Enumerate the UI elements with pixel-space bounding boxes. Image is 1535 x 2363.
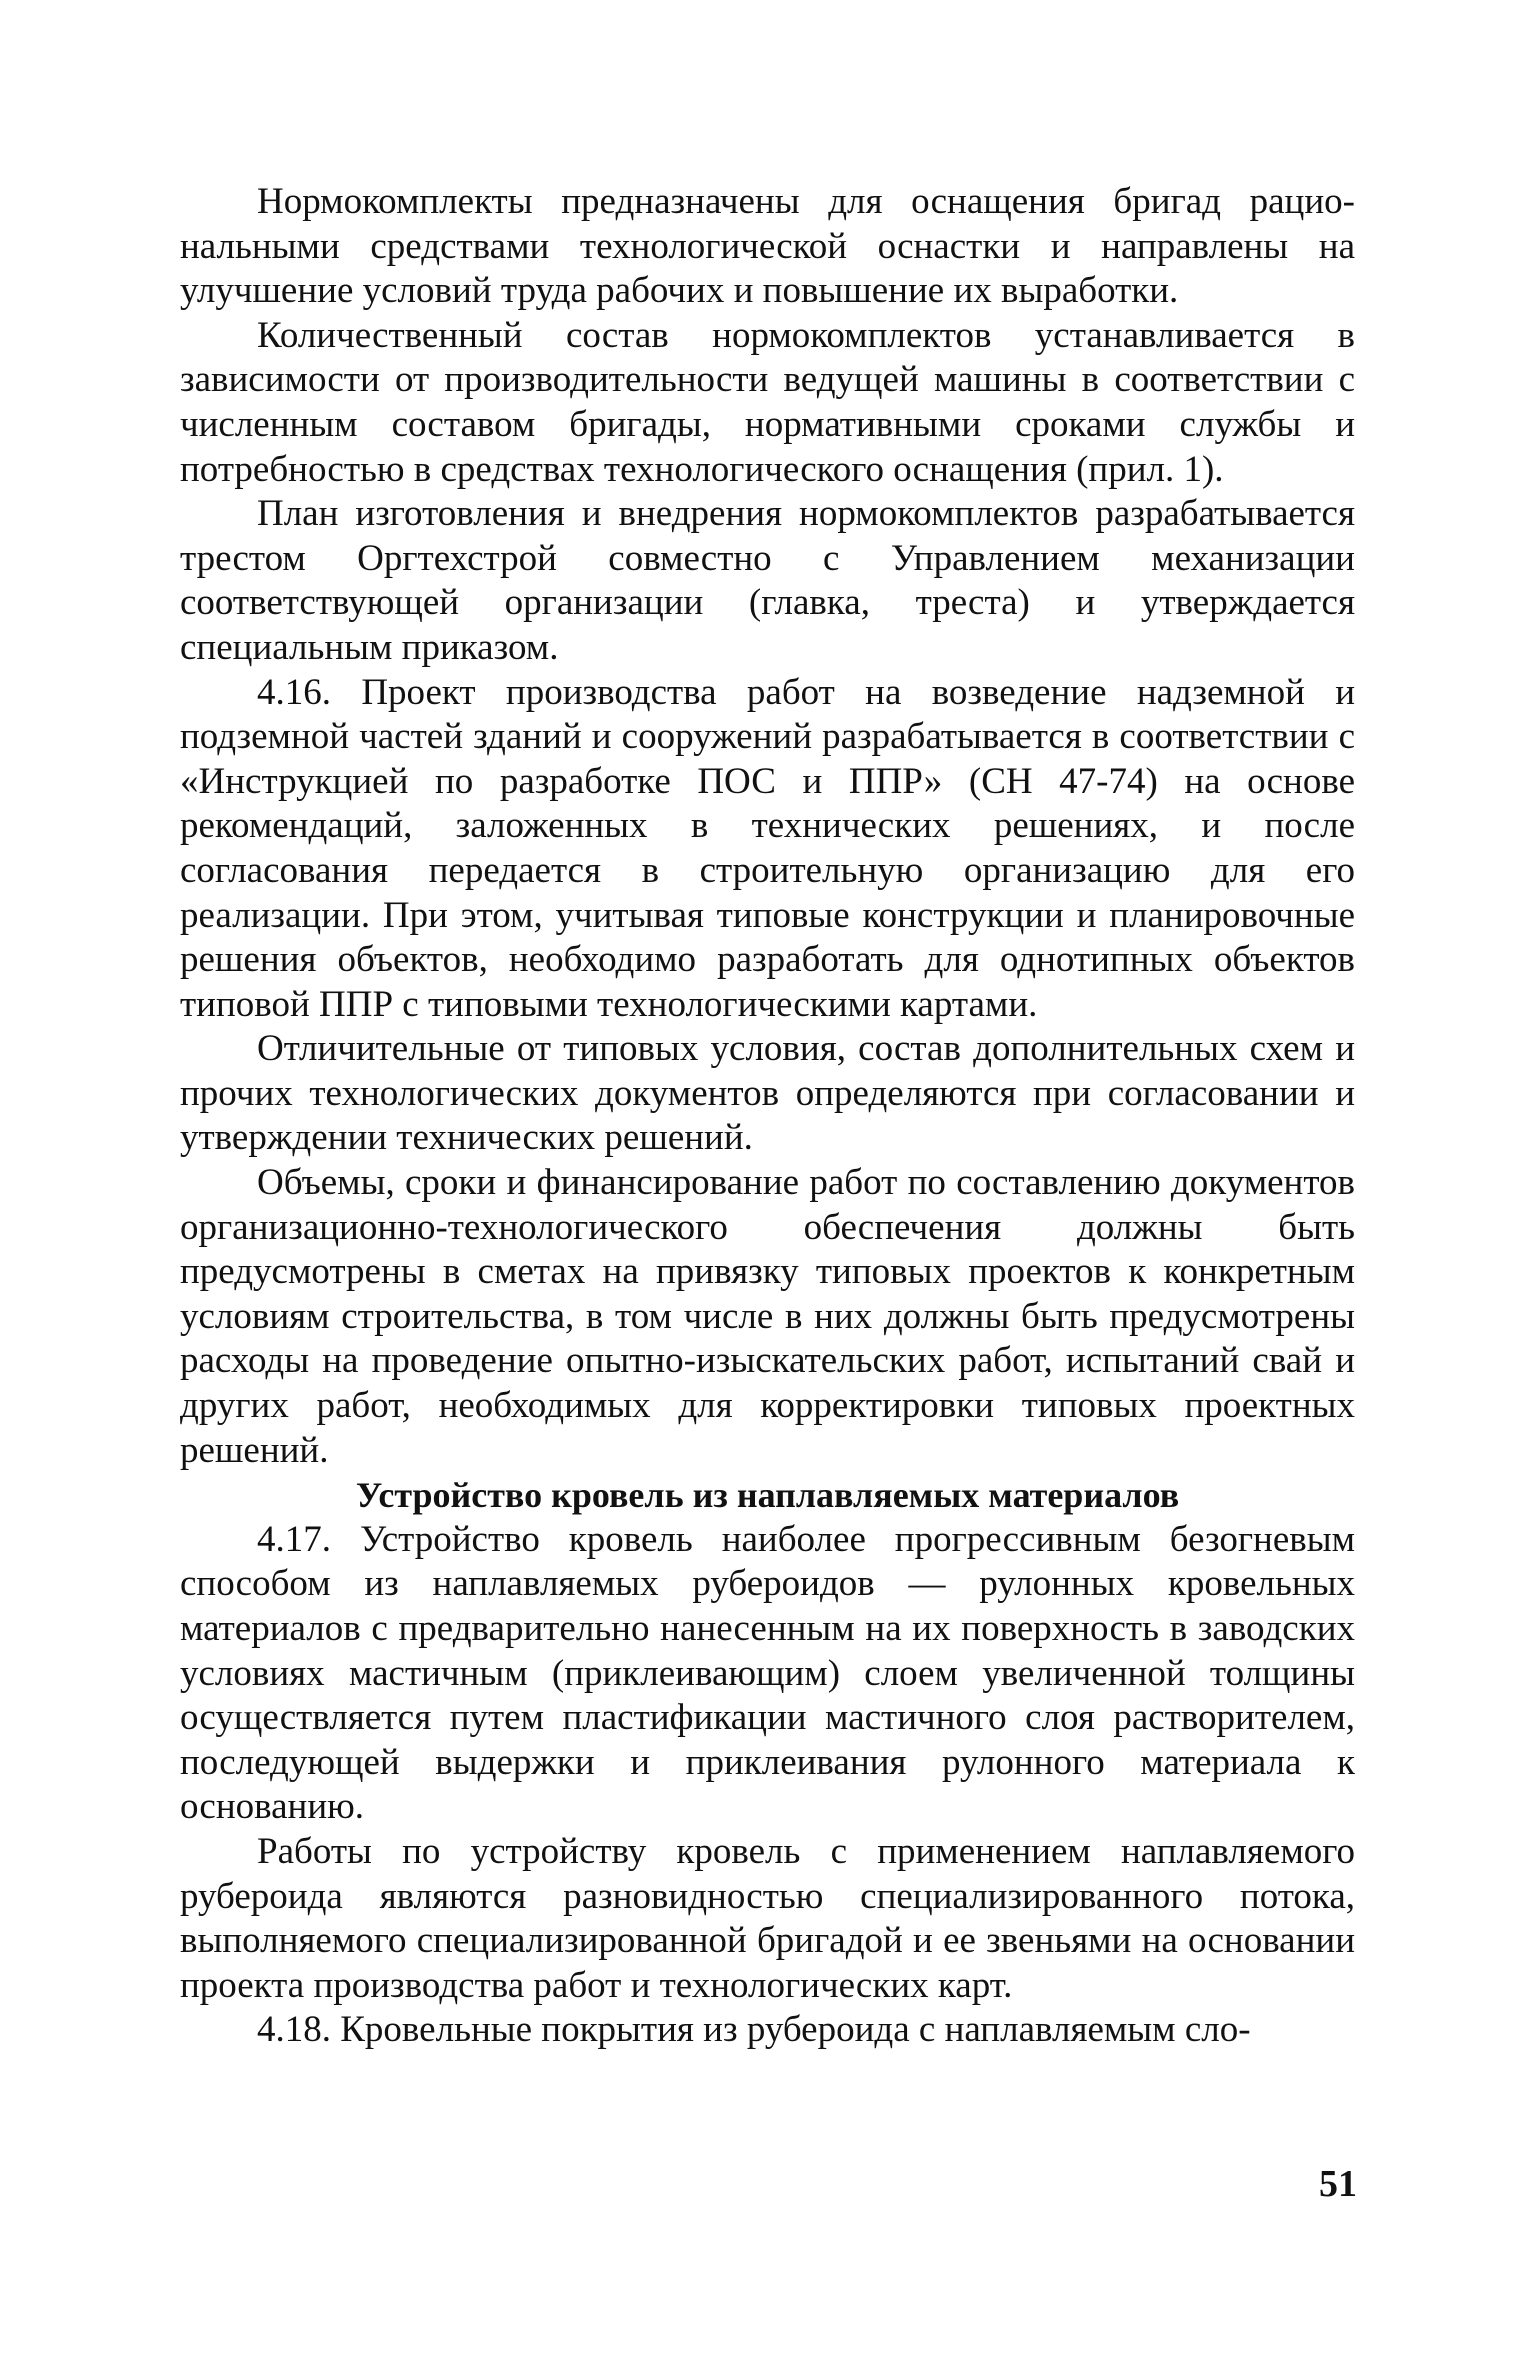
paragraph-text: Отличительные от типовых условия, состав дополнительных схем и прочих технологических документов определяются при согласовании и утверждении технических решений. <box>180 1028 1355 1159</box>
clause-number: 4.17. <box>257 1518 331 1560</box>
section-heading: Устройство кровель из наплавляемых материалов <box>355 1475 1180 1516</box>
clause-number: 4.18. <box>257 2009 331 2051</box>
paragraph-4-18 <box>180 2008 1355 2053</box>
paragraph-obemy-sroki <box>180 1161 1355 1473</box>
paragraph-plan-izgotovleniya <box>180 492 1355 670</box>
clause-number: 4.16. <box>257 671 331 713</box>
page-number: 51 <box>1319 2163 1357 2205</box>
document-page <box>180 180 1355 2053</box>
paragraph-text: Проект производства работ на возведение надземной и подземной частей зданий и сооружений разрабатывается в соответствии с «Инструкцией по разработке ПОС и ППР» (СН 47-74) на основе рекомендаций, заложенных в технических решениях, и после согласования передается в строительную организацию для его реализации. При этом, учитывая типовые конструкции и планировочные решения объектов, необходимо разработать для однотипных объектов типовой ППР с типовыми технологическими картами. <box>180 671 1355 1025</box>
paragraph-text: Кровельные покрытия из рубероида с наплавляемым сло- <box>340 2009 1251 2051</box>
paragraph-raboty-po-ustroystvu <box>180 1830 1355 2008</box>
paragraph-4-16 <box>180 671 1355 1028</box>
paragraph-4-17 <box>180 1518 1355 1830</box>
paragraph-text: Количественный состав нормокомплектов устанавливается в зависимости от производительности ведущей машины в соответствии с численным составом бригады, нормативными сроками службы и потребностью в средствах технологического оснащения (прил. 1). <box>180 314 1355 490</box>
paragraph-text: Устройство кровель наиболее прогрессивным безогневым способом из наплавляемых рубероидов — рулонных кровельных материалов с предварительно нанесенным на их поверхность в заводских условиях мастичным (приклеивающим) слоем увеличенной толщины осуществляется путем пластификации мастичного слоя растворителем, последующей выдержки и приклеивания рулонного материала к основанию. <box>180 1518 1356 1828</box>
paragraph-normokomplekty <box>180 180 1355 314</box>
paragraph-text: Нормокомплекты предназначены для оснащения бригад рациональными средствами технологической оснастки и направлены на улучшение условий труда рабочих и повышение их выработки. <box>180 181 1355 312</box>
paragraph-text: Объемы, сроки и финансирование работ по составлению документов организационно-технологического обеспечения должны быть предусмотрены в сметах на привязку типовых проектов к конкретным условиям строительства, в том числе в них должны быть предусмотрены расходы на проведение опытно-изыскательских работ, испытаний свай и других работ, необходимых для корректировки типовых проектных решений. <box>180 1162 1355 1471</box>
paragraph-text: Работы по устройству кровель с применением наплавляемого рубероида являются разновидностью специализированного потока, выполняемого специализированной бригадой и ее звеньями на основании проекта производства работ и технологических карт. <box>180 1830 1355 2006</box>
paragraph-text: План изготовления и внедрения нормокомплектов разрабатывается трестом Оргтехстрой совместно с Управлением механизации соответствующей организации (главка, треста) и утверждается специальным приказом. <box>180 493 1355 668</box>
paragraph-otlichitelnye <box>180 1027 1355 1161</box>
paragraph-kolichestvenny-sostav <box>180 314 1355 492</box>
